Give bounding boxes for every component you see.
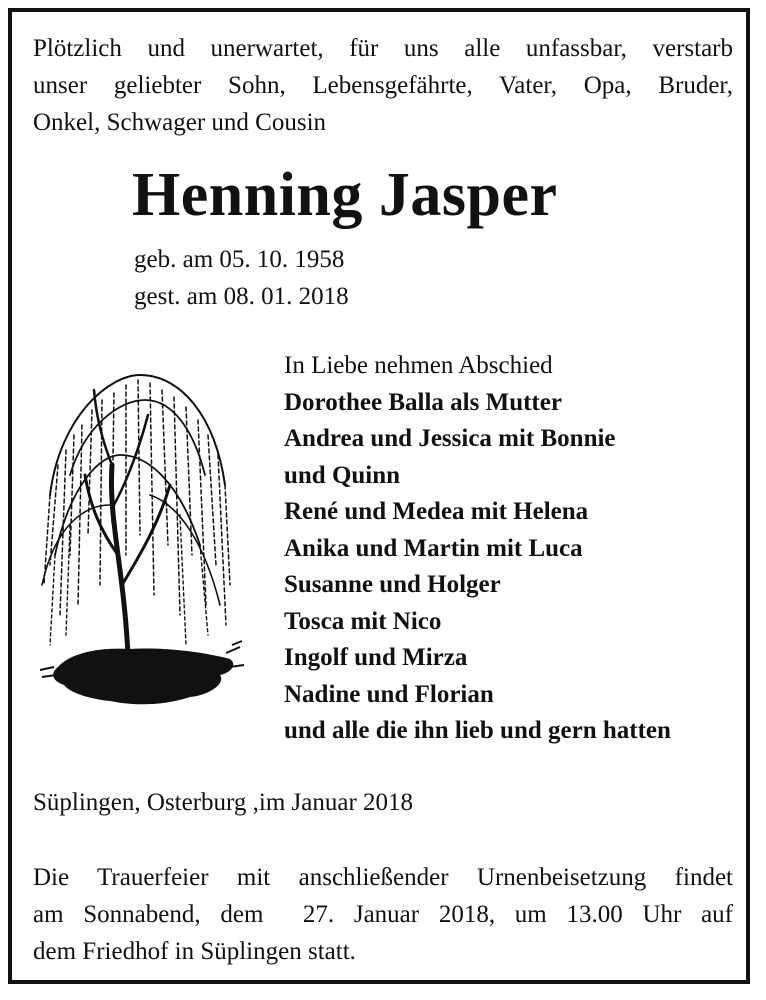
- ceremony-line: dem Friedhof in Süplingen statt.: [33, 938, 356, 965]
- ceremony-line: am Sonnabend, dem 27. Januar 2018, um 13.00 Uhr auf: [33, 901, 733, 928]
- mourner-line: Tosca mit Nico: [284, 607, 442, 635]
- mourner-line: Susanne und Holger: [284, 571, 501, 598]
- ceremony-line: Die Trauerfeier mit anschließender Urnenbeisetzung findet: [33, 864, 733, 891]
- death-date: gest. am 08. 01. 2018: [134, 283, 349, 310]
- mourner-line: und alle die ihn lieb und gern hatten: [284, 717, 671, 744]
- mourner-line: Anika und Martin mit Luca: [284, 534, 583, 562]
- birth-date: geb. am 05. 10. 1958: [134, 246, 345, 273]
- life-dates: [134, 241, 349, 315]
- mourner-line: Nadine und Florian: [284, 680, 494, 708]
- mourners-lead: In Liebe nehmen Abschied: [284, 352, 553, 379]
- mourner-line: Ingolf und Mirza: [284, 644, 468, 671]
- mourner-line: und Quinn: [284, 461, 401, 489]
- intro-line: unser geliebter Sohn, Lebensgefährte, Vater, Opa, Bruder,: [33, 72, 733, 99]
- intro-line: Onkel, Schwager und Cousin: [33, 109, 327, 136]
- intro-text: [33, 30, 733, 141]
- deceased-name: Henning Jasper: [132, 161, 558, 229]
- ceremony-info: [33, 859, 733, 970]
- intro-line: Plötzlich und unerwartet, für uns alle unfassbar, verstarb: [33, 35, 733, 62]
- mourners-list: [284, 348, 671, 750]
- mourner-line: Andrea und Jessica mit Bonnie: [284, 425, 616, 452]
- mourner-line: Dorothee Balla als Mutter: [284, 388, 562, 416]
- weeping-willow-icon: [30, 355, 245, 730]
- place-and-date: Süplingen, Osterburg ,im Januar 2018: [33, 789, 414, 816]
- mourner-line: René und Medea mit Helena: [284, 498, 589, 525]
